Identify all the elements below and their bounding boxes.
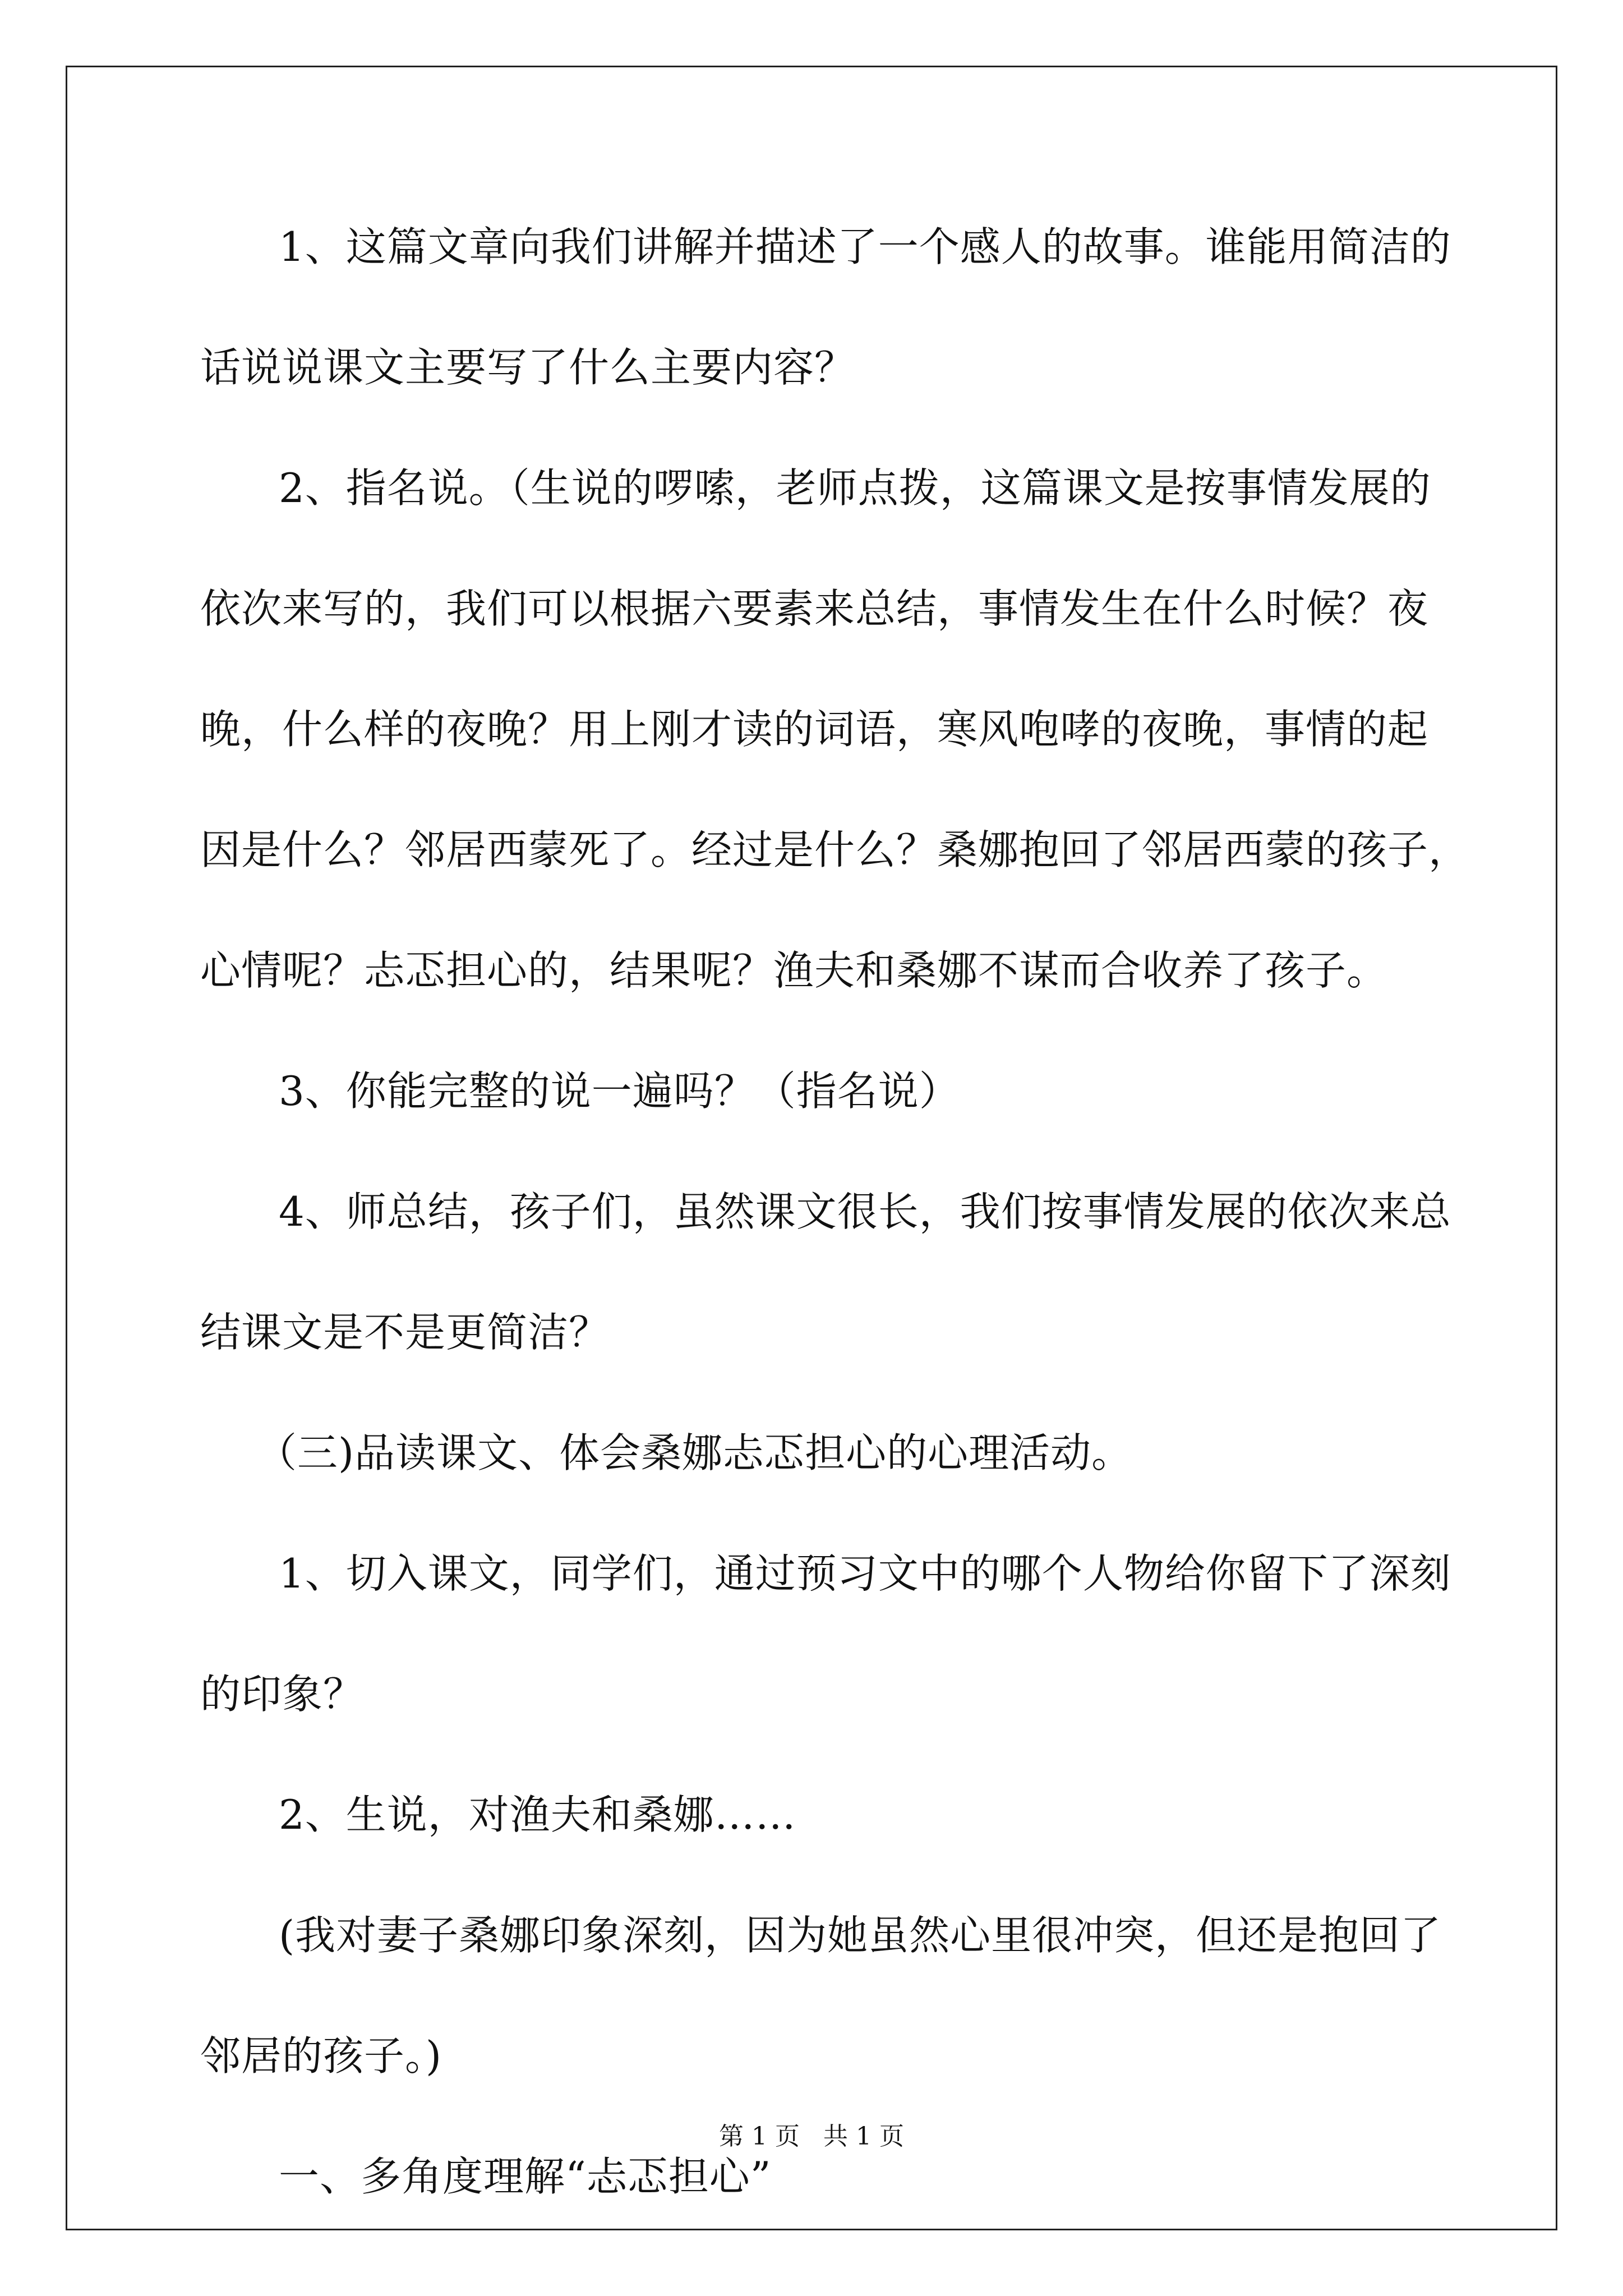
paragraph-line: (我对妻子桑娜印象深刻，因为她虽然心里很冲突，但还是抱回了: [279, 1912, 1442, 1959]
section-heading: （三)品读课文、体会桑娜忐忑担心的心理活动。: [256, 1429, 1133, 1476]
paragraph-line: 因是什么？邻居西蒙死了。经过是什么？桑娜抱回了邻居西蒙的孩子，: [200, 826, 1470, 873]
paragraph-line: 的印象？: [200, 1671, 365, 1718]
paragraph-line: 结课文是不是更简洁？: [200, 1309, 610, 1356]
paragraph-line: 邻居的孩子。): [200, 2032, 442, 2079]
section-heading: 一、多角度理解“忐忑担心”: [279, 2153, 772, 2200]
paragraph-line: 话说说课文主要写了什么主要内容？: [200, 344, 856, 391]
paragraph-line: 心情呢？忐忑担心的，结果呢？渔夫和桑娜不谋而合收养了孩子。: [200, 947, 1388, 994]
paragraph-line: 3、你能完整的说一遍吗？（指名说）: [279, 1068, 960, 1115]
paragraph-line: 4、师总结，孩子们，虽然课文很长，我们按事情发展的依次来总: [279, 1188, 1451, 1235]
paragraph-line: 1、切入课文，同学们，通过预习文中的哪个人物给你留下了深刻: [279, 1550, 1451, 1597]
paragraph-line: 晚，什么样的夜晚？用上刚才读的词语，寒风咆哮的夜晚，事情的起: [200, 706, 1429, 753]
paragraph-line: 依次来写的，我们可以根据六要素来总结，事情发生在什么时候？夜: [200, 585, 1429, 632]
page-footer: 第 1 页 共 1 页: [719, 2122, 904, 2151]
paragraph-line: 2、生说，对渔夫和桑娜……: [279, 1791, 796, 1838]
paragraph-line: 1、这篇文章向我们讲解并描述了一个感人的故事。谁能用简洁的: [279, 223, 1451, 270]
paragraph-line: 2、指名说。（生说的啰嗦，老师点拨，这篇课文是按事情发展的: [279, 464, 1431, 512]
